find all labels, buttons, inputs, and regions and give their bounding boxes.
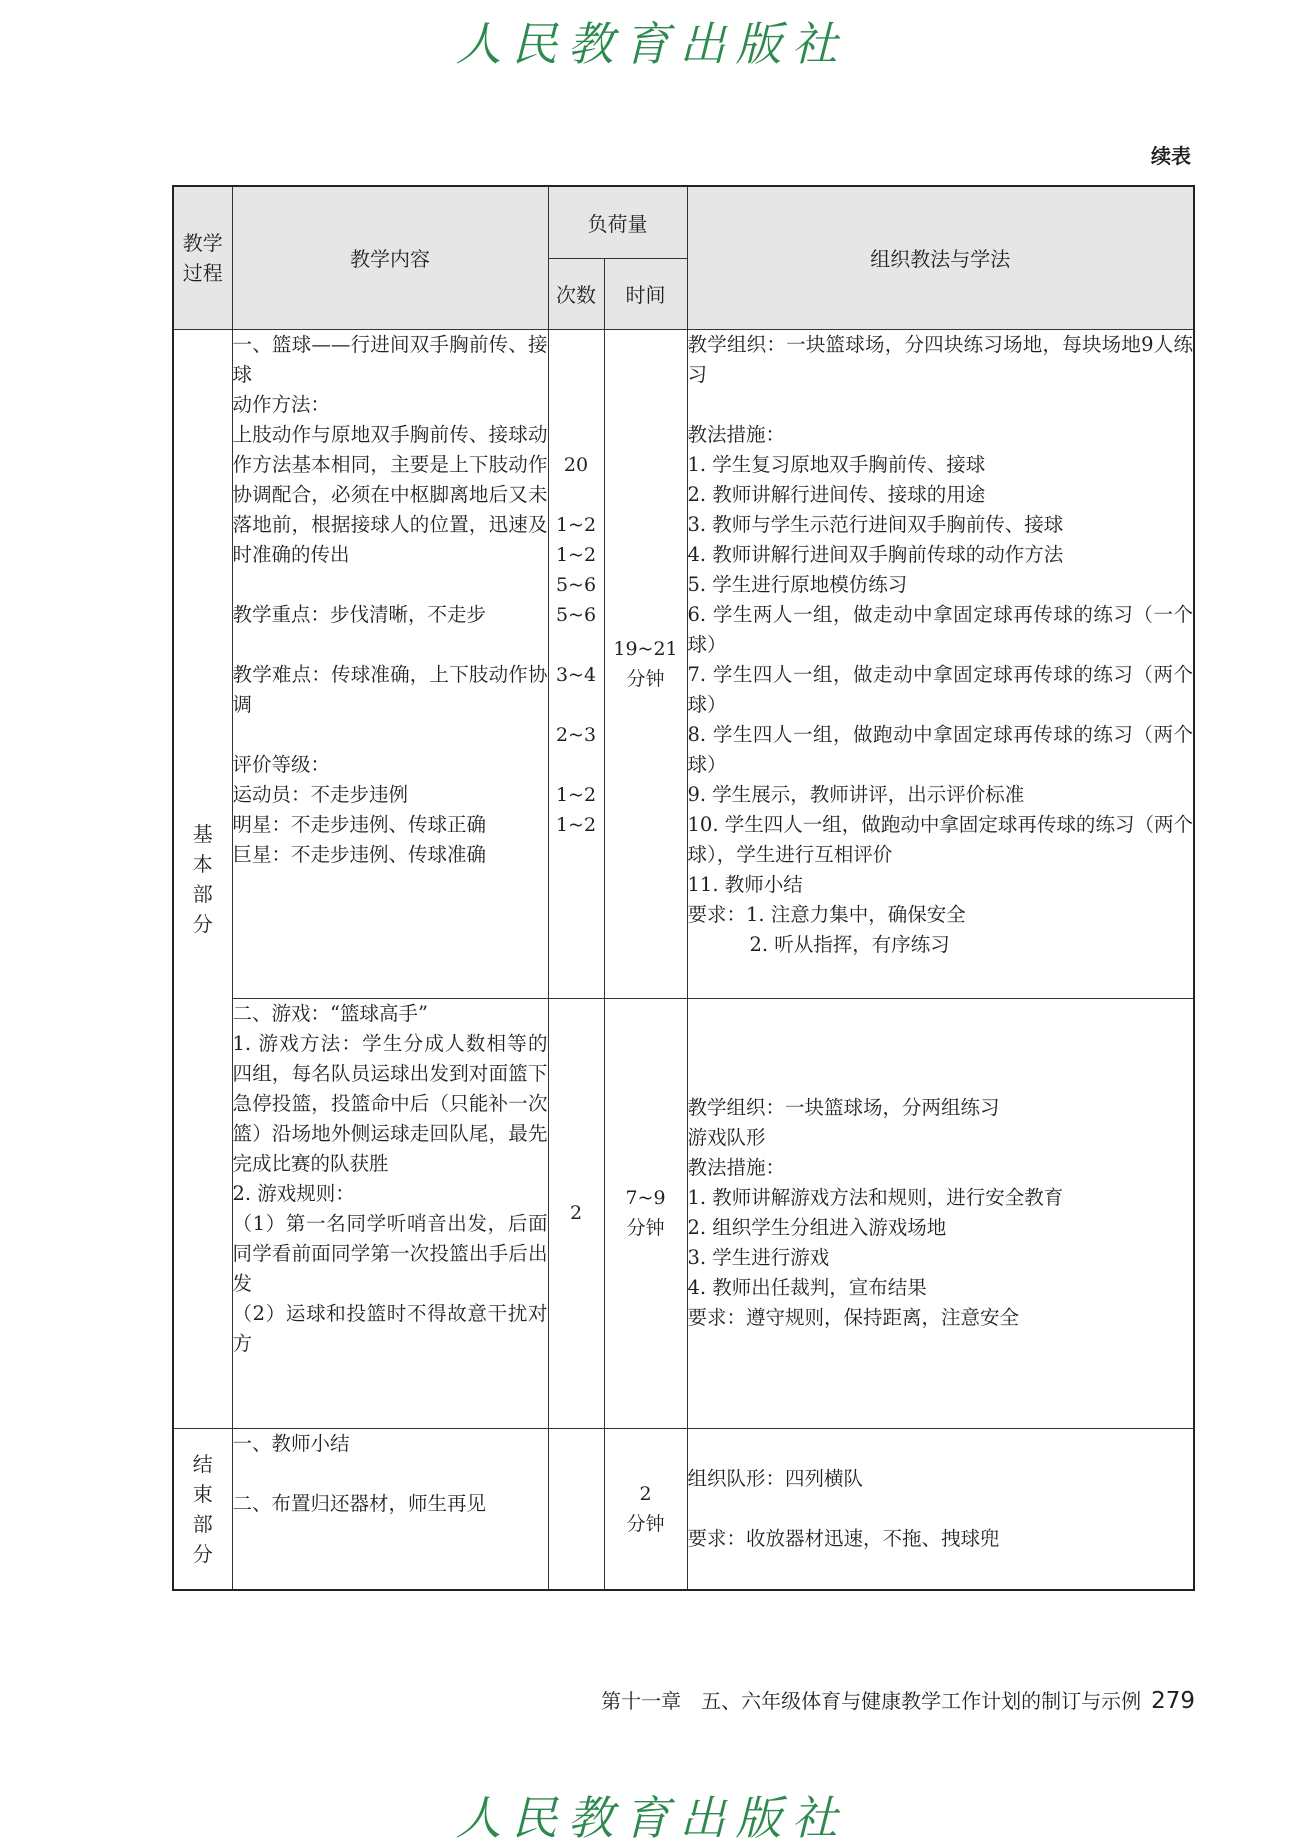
end-content: 一、教师小结 二、布置归还器材，师生再见 xyxy=(232,1428,548,1590)
lesson-plan-table xyxy=(172,185,1195,1591)
page-number: 279 xyxy=(1151,1688,1195,1714)
count-value: 1~2 xyxy=(555,513,597,536)
header-time: 时间 xyxy=(604,258,687,329)
count-value: 1~2 xyxy=(555,783,597,806)
count-value: 5~6 xyxy=(555,603,597,626)
count-value xyxy=(549,750,604,780)
header-method: 组织教法与学法 xyxy=(687,186,1194,329)
count-value: 5~6 xyxy=(555,573,597,596)
count-value xyxy=(549,420,604,450)
count-value: 20 xyxy=(563,453,589,476)
basketball-row xyxy=(173,329,1194,998)
basketball-method-text: 教学组织：一块篮球场，分四块练习场地，每块场地9人练习 教法措施： 1. 学生复习原地双手胸前传、接球 2. 教师讲解行进间传、接球的用途 3. 教师与学生示范行进间双手胸前传、接球 4. 教师讲解行进间双手胸前传球的动作方法 5. 学生进行原地模仿练习 6. 学生两人一组，做走动中拿固定球再传球的练习（一个球） 7. 学生四人一组，做走动中拿固定球再传球的练习（两个球） 8. 学生四人一组，做跑动中拿固定球再传球的练习（两个球） 9. 学生展示，教师讲评，出示评价标准 10. 学生四人一组，做跑动中拿固定球再传球的练习（两个球），学生进行互相评价 11. 教师小结 要求：1. 注意力集中，确保安全 xyxy=(687,332,1193,926)
header-stage: 教学 过程 xyxy=(173,186,232,329)
game-content: 二、游戏：“篮球高手” 1. 游戏方法：学生分成人数相等的四组，每名队员运球出发到对面篮下急停投篮，投篮命中后（只能补一次篮）沿场地外侧运球走回队尾，最先完成比赛的队获胜 2. 游戏规则： （1）第一名同学听哨音出发，后面同学看前面同学第一次投篮出手后出发 （2）运球和投篮时不得故意干扰对方 xyxy=(232,998,548,1428)
count-value xyxy=(549,690,604,720)
header-row-1 xyxy=(173,186,1194,258)
count-value xyxy=(549,330,604,360)
page-footer xyxy=(601,1685,1195,1714)
basketball-method xyxy=(687,329,1194,998)
header-count: 次数 xyxy=(548,258,604,329)
header-content: 教学内容 xyxy=(232,186,548,329)
chapter-title: 第十一章 五、六年级体育与健康教学工作计划的制订与示例 xyxy=(601,1689,1142,1713)
basketball-method-req2: 2. 听从指挥，有序练习 xyxy=(749,932,950,956)
basketball-time: 19~21 分钟 xyxy=(604,329,687,998)
basic-stage-label: 基 本 部 分 xyxy=(173,329,232,1428)
count-value xyxy=(549,630,604,660)
end-time: 2 分钟 xyxy=(604,1428,687,1590)
end-method: 组织队形：四列横队 要求：收放器材迅速，不拖、拽球兜 xyxy=(687,1428,1194,1590)
end-count xyxy=(548,1428,604,1590)
game-row xyxy=(173,998,1194,1428)
basketball-counts xyxy=(548,329,604,998)
count-value: 1~2 xyxy=(555,543,597,566)
count-value: 1~2 xyxy=(555,813,597,836)
count-value xyxy=(549,480,604,510)
game-method: 教学组织：一块篮球场，分两组练习 游戏队形 教法措施： 1. 教师讲解游戏方法和规则，进行安全教育 2. 组织学生分组进入游戏场地 3. 学生进行游戏 4. 教师出任裁判，宣布结果 要求：遵守规则，保持距离，注意安全 xyxy=(687,998,1194,1428)
count-value xyxy=(549,360,604,390)
game-time: 7~9 分钟 xyxy=(604,998,687,1428)
continued-label: 续表 xyxy=(1151,144,1191,168)
end-row xyxy=(173,1428,1194,1590)
count-value: 2~3 xyxy=(555,723,597,746)
basketball-content: 一、篮球——行进间双手胸前传、接球 动作方法： 上肢动作与原地双手胸前传、接球动作方法基本相同，主要是上下肢动作协调配合，必须在中枢脚离地后又未落地前，根据接球人的位置，迅速及时准确的传出 教学重点：步伐清晰，不走步 教学难点：传球准确，上下肢动作协调 评价等级： 运动员：不走步违例 明星：不走步违例、传球正确 巨星：不走步违例、传球准确 xyxy=(232,329,548,998)
publisher-logo-bottom: 人民教育出版社 xyxy=(455,1791,848,1845)
count-value xyxy=(549,390,604,420)
end-stage-label: 结 束 部 分 xyxy=(173,1428,232,1590)
publisher-logo-top: 人民教育出版社 xyxy=(455,17,848,71)
count-value: 3~4 xyxy=(555,663,597,686)
header-load: 负荷量 xyxy=(548,186,687,258)
game-count: 2 xyxy=(548,998,604,1428)
